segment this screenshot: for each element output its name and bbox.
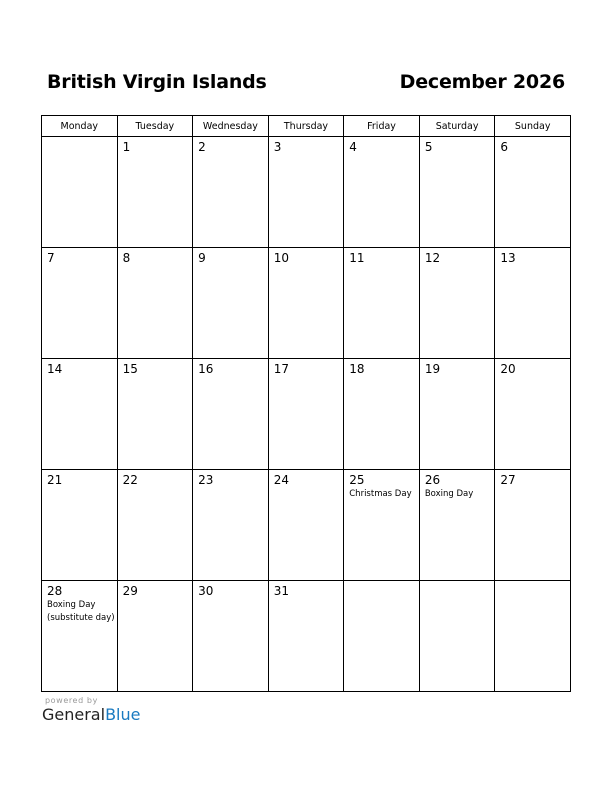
weekday-monday: Monday [42,116,118,137]
day-cell [42,470,118,581]
day-number: 31 [273,584,289,598]
weekday-friday: Friday [344,116,420,137]
day-cell [419,470,495,581]
holiday-label: Boxing Day [424,489,474,499]
weekday-header-row [42,116,571,137]
week-row [42,248,571,359]
day-cell [344,581,420,692]
day-cell [193,248,269,359]
weekday-sunday: Sunday [495,116,571,137]
brand-blue: Blue [105,705,141,724]
day-cell [268,470,344,581]
day-number: 12 [424,251,441,265]
day-cell [268,248,344,359]
day-number: 29 [122,584,138,598]
day-number: 1 [122,140,131,154]
day-cell [117,248,193,359]
day-number [344,581,419,585]
day-cell [419,359,495,470]
day-number: 10 [273,251,289,265]
calendar-grid [41,115,571,692]
day-number: 22 [122,473,138,487]
generalblue-logo [42,696,140,724]
day-number [42,137,117,141]
day-cell [495,137,571,248]
day-number: 6 [500,140,509,154]
day-number: 25 [349,473,365,487]
powered-by-text: powered by [45,696,98,705]
day-number: 5 [424,140,433,154]
day-cell [193,359,269,470]
day-number: 8 [122,251,131,265]
weekday-thursday: Thursday [268,116,344,137]
day-number: 23 [198,473,214,487]
week-row [42,470,571,581]
day-number: 16 [198,362,214,376]
day-cell [193,470,269,581]
brand-general: General [42,705,106,724]
day-number: 19 [424,362,441,376]
day-cell [42,137,118,248]
day-cell [117,470,193,581]
day-cell [42,359,118,470]
day-number: 9 [198,251,206,265]
day-cell [193,137,269,248]
day-cell [419,137,495,248]
day-cell [117,581,193,692]
day-number: 4 [349,140,357,154]
country-title: British Virgin Islands [47,71,267,93]
day-cell [495,470,571,581]
day-number: 24 [273,473,289,487]
day-number: 18 [349,362,365,376]
week-row [42,581,571,692]
day-number: 14 [47,362,63,376]
day-cell [495,248,571,359]
day-cell [268,581,344,692]
day-cell [193,581,269,692]
month-year-title: December 2026 [399,71,565,93]
day-number: 3 [273,140,282,154]
day-number: 11 [349,251,365,265]
holiday-label: Christmas Day [349,489,412,499]
day-number [495,581,570,585]
day-number: 26 [424,473,441,487]
day-cell [344,359,420,470]
week-row [42,137,571,248]
day-cell [42,581,118,692]
day-number: 21 [47,473,63,487]
day-cell [344,470,420,581]
day-number: 28 [47,584,63,598]
day-number: 17 [273,362,289,376]
day-cell [495,581,571,692]
week-row [42,359,571,470]
day-cell [42,248,118,359]
day-cell [268,137,344,248]
day-number: 13 [500,251,516,265]
day-number: 20 [500,362,516,376]
holiday-label: Boxing Day (substitute day) [47,600,115,623]
day-cell [419,248,495,359]
day-number: 7 [47,251,55,265]
day-number [420,581,495,585]
weekday-tuesday: Tuesday [117,116,193,137]
day-cell [419,581,495,692]
day-cell [117,359,193,470]
day-cell [344,137,420,248]
brand-name [42,705,140,724]
weekday-wednesday: Wednesday [193,116,269,137]
day-cell [268,359,344,470]
day-cell [117,137,193,248]
day-number: 15 [122,362,138,376]
day-cell [344,248,420,359]
day-number: 2 [198,140,206,154]
day-number: 27 [500,473,516,487]
weekday-saturday: Saturday [419,116,495,137]
day-cell [495,359,571,470]
day-number: 30 [198,584,214,598]
